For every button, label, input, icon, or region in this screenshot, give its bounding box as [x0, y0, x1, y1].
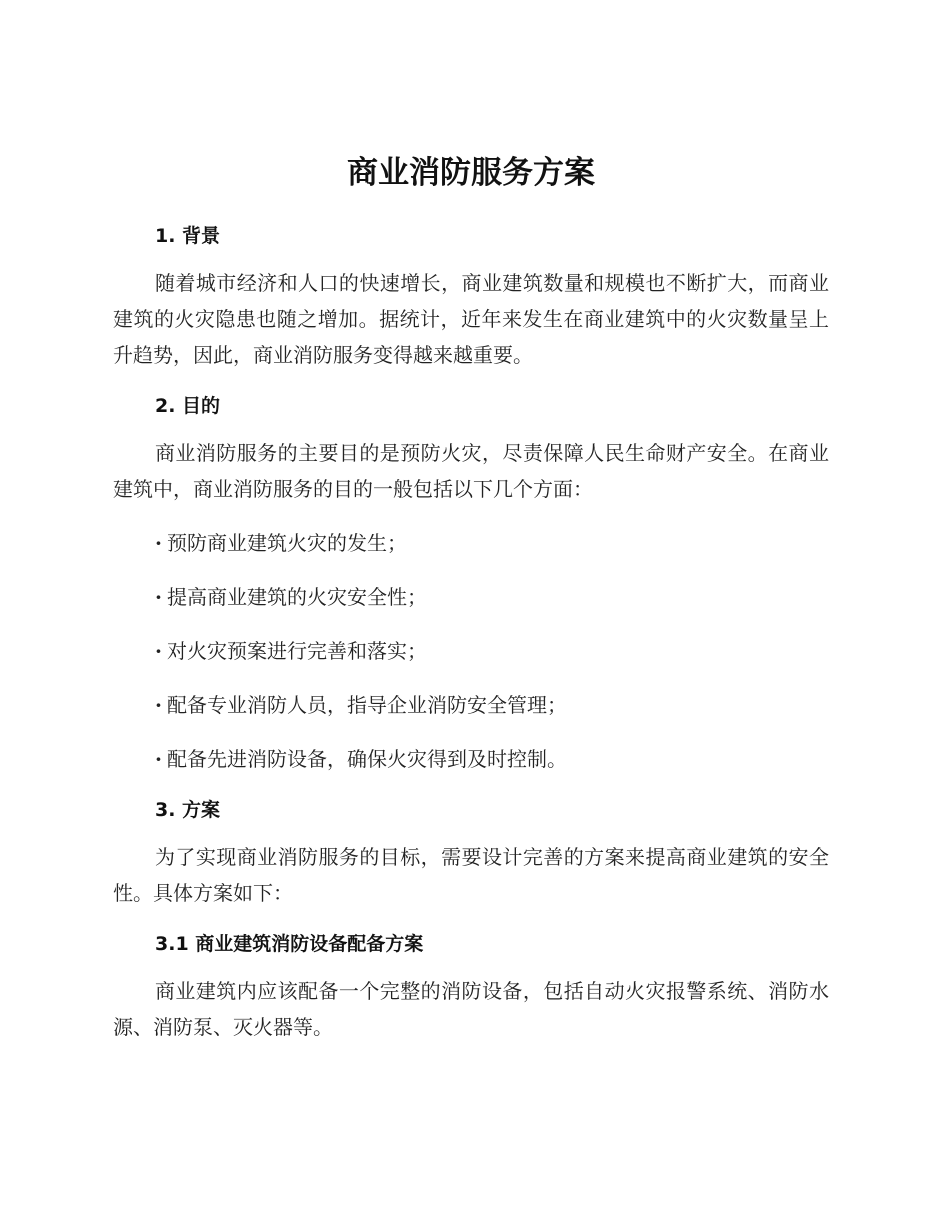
list-item — [113, 579, 829, 615]
spacer — [113, 777, 829, 795]
bullet-marker: · — [155, 639, 162, 663]
list-item-text: 预防商业建筑火灾的发生； — [167, 531, 407, 555]
section-heading-plan: 3. 方案 — [155, 799, 221, 821]
spacer — [113, 421, 829, 435]
list-item-text: 提高商业建筑的火灾安全性； — [167, 585, 427, 609]
spacer — [113, 251, 829, 265]
list-item — [113, 633, 829, 669]
bullet-marker: · — [155, 747, 162, 771]
spacer — [113, 911, 829, 929]
bullet-marker: · — [155, 693, 162, 717]
bullet-marker: · — [155, 531, 162, 555]
list-item-text: 配备专业消防人员，指导企业消防安全管理； — [167, 693, 567, 717]
spacer — [113, 507, 829, 525]
list-item — [113, 687, 829, 723]
list-item — [113, 741, 829, 777]
spacer — [113, 615, 829, 633]
bullet-marker: · — [155, 585, 162, 609]
document-title: 商业消防服务方案 — [347, 155, 595, 191]
list-item-text: 配备先进消防设备，确保火灾得到及时控制。 — [167, 747, 567, 771]
document-body — [113, 145, 829, 1045]
spacer — [113, 825, 829, 839]
list-item — [113, 525, 829, 561]
spacer — [113, 373, 829, 391]
spacer — [113, 723, 829, 741]
paragraph-plan: 为了实现商业消防服务的目标，需要设计完善的方案来提高商业建筑的安全性。具体方案如下： — [113, 845, 829, 905]
section-heading-background: 1. 背景 — [155, 225, 221, 247]
paragraph-equipment: 商业建筑内应该配备一个完整的消防设备，包括自动火灾报警系统、消防水源、消防泵、灭火器等。 — [113, 979, 829, 1039]
spacer — [113, 561, 829, 579]
list-item-text: 对火灾预案进行完善和落实； — [167, 639, 427, 663]
spacer — [113, 959, 829, 973]
spacer — [113, 669, 829, 687]
section-heading-purpose: 2. 目的 — [155, 395, 221, 417]
paragraph-purpose: 商业消防服务的主要目的是预防火灾，尽责保障人民生命财产安全。在商业建筑中，商业消防服务的目的一般包括以下几个方面： — [113, 441, 829, 501]
paragraph-background: 随着城市经济和人口的快速增长，商业建筑数量和规模也不断扩大，而商业建筑的火灾隐患也随之增加。据统计，近年来发生在商业建筑中的火灾数量呈上升趋势，因此，商业消防服务变得越来越重要。 — [113, 271, 829, 367]
section-heading-equipment: 3.1 商业建筑消防设备配备方案 — [155, 933, 424, 955]
